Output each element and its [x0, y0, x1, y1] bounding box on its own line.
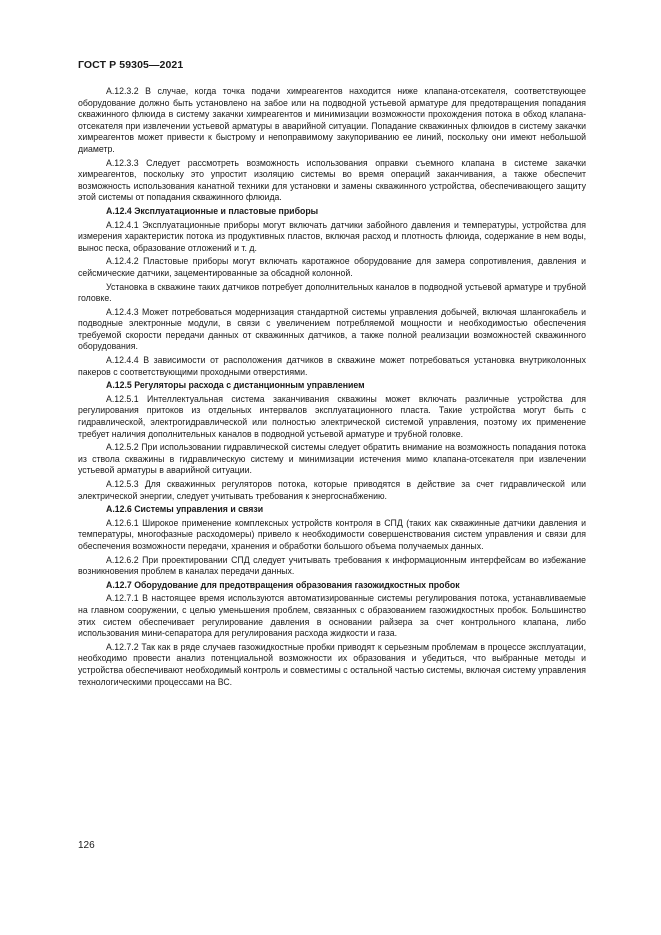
paragraph-a-12-3-3: A.12.3.3 Следует рассмотреть возможность использования оправки съемного клапана в системе закачки химреагентов, поскольку это упростит изоляцию системы во время операций заканчивания, а также обеспечит возможность использования канатной техники для установки и замены скважинного устройства, обеспечивающего защиту этой системы от попадания скважинного флюида.: [78, 157, 586, 203]
paragraph-a-12-5-3: A.12.5.3 Для скважинных регуляторов потока, которые приводятся в действие за счет гидравлической или электрической энергии, следует учитывать требования к энергоснабжению.: [78, 479, 586, 501]
page-number: 126: [78, 840, 95, 851]
paragraph-a-12-5-1: A.12.5.1 Интеллектуальная система заканчивания скважины может включать различные устройства для регулирования притоков из отдельных интервалов эксплуатационного пласта. Такие устройства могут быть с гидравлической, электрогидравлической или полностью электрической системой управления, поэтому их применение требует наличия дополнительных каналов в подводной устьевой арматуре и трубной головке.: [78, 393, 586, 439]
section-heading-a-12-6: A.12.6 Системы управления и связи: [106, 504, 264, 515]
section-heading-a-12-5: A.12.5 Регуляторы расхода с дистанционным управлением: [106, 380, 365, 391]
paragraph-a-12-5-2: A.12.5.2 При использовании гидравлической системы следует обратить внимание на возможность попадания потока из ствола скважины в гидравлическую систему и минимизации истечения мимо клапана-отсекателя при извлечении устьевой арматуры в аварийной ситуации.: [78, 442, 586, 476]
document-body: [78, 86, 586, 690]
paragraph-a-12-6-2: A.12.6.2 При проектировании СПД следует учитывать требования к информационным интерфейсам во избежание возникновения проблем в каналах передачи данных.: [78, 554, 586, 577]
paragraph-a-12-3-2: A.12.3.2 В случае, когда точка подачи химреагентов находится ниже клапана-отсекателя, соответствующее оборудование должно быть установлено на забое или на подводной устьевой арматуре для предотвращения попадания скважинного флюида в систему закачки химреагентов и минимизации возможности прохождения потока в обход клапана-отсекателя при извлечении устьевой арматуры в аварийной ситуации. Попадание скважинных флюидов в систему закачки химреагентов может привести к быстрому и непоправимому закупориванию ее линий, поскольку они имеют небольшой диаметр.: [78, 86, 586, 154]
paragraph-a-12-4-3: A.12.4.3 Может потребоваться модернизация стандартной системы управления добычей, включая шлангокабель и подводные электронные модули, в связи с увеличением потребляемой мощности и необходимостью обеспечения требуемой скорости передачи данных от скважинных датчиков, а также полной реализации возможностей скважинного оборудования.: [78, 306, 586, 352]
section-heading-a-12-4: A.12.4 Эксплуатационные и пластовые приборы: [106, 205, 319, 216]
paragraph-a-12-4-2-cont: Установка в скважине таких датчиков потребует дополнительных каналов в подводной устьевой арматуре и трубной головке.: [78, 281, 586, 304]
section-heading-a-12-7: A.12.7 Оборудование для предотвращения образования газожидкостных пробок: [106, 579, 460, 590]
document-header: ГОСТ Р 59305—2021: [78, 59, 184, 71]
paragraph-a-12-6-1: A.12.6.1 Широкое применение комплексных устройств контроля в СПД (таких как скважинные датчики давления и температуры, многофазные расходомеры) привело к необходимости совершенствования систем управления и связи для обеспечения возможности передачи, хранения и обработки большого объема получаемых данных.: [78, 517, 586, 551]
paragraph-a-12-7-1: A.12.7.1 В настоящее время используются автоматизированные системы регулирования потока, устанавливаемые на главном сооружении, с целью уменьшения проблем, связанных с образованием газожидкостных пробок. Большинство этих систем обеспечивает регулирование давления в основании райзера за счет контрольного клапана, либо использования мини-сепаратора для регулирования расхода жидкости и газа.: [78, 593, 586, 639]
paragraph-a-12-4-1: A.12.4.1 Эксплуатационные приборы могут включать датчики забойного давления и температуры, устройства для измерения характеристик потока из продуктивных пластов, включая расход и плотность флюида, содержание в нем воды, вынос песка, образование отложений и т. д.: [78, 219, 586, 253]
paragraph-a-12-4-2: A.12.4.2 Пластовые приборы могут включать каротажное оборудование для замера сопротивления, давления и сейсмические датчики, зацементированные за обсадной колонной.: [78, 256, 586, 278]
paragraph-a-12-4-4: A.12.4.4 В зависимости от расположения датчиков в скважине может потребоваться установка внутриколонных пакеров с соответствующими проходными отверстиями.: [78, 355, 586, 377]
paragraph-a-12-7-2: A.12.7.2 Так как в ряде случаев газожидкостные пробки приводят к серьезным проблемам в процессе эксплуатации, необходимо провести анализ потенциальной возможности их образования и убедиться, что выбранные методы и устройства обеспечивают необходимый контроль и совместимы с остальной частью системы, включая систему управления технологическими процессами на ВС.: [78, 641, 586, 687]
